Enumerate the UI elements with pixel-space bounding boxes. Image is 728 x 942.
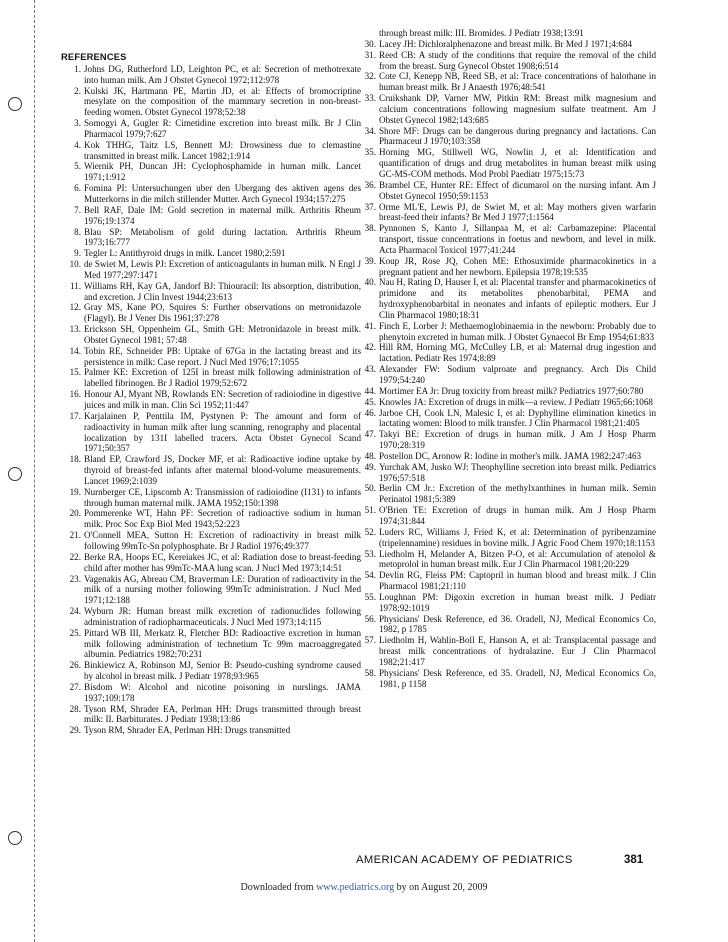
reference-number: 19. [69,486,81,497]
reference-text: Yurchak AM, Jusko WJ: Theophylline secretion into breast milk. Pediatrics 1976;57:518 [379,461,656,483]
reference-number: 13. [69,324,81,335]
reference-number: 33. [364,93,376,104]
reference-item [356,50,656,72]
reference-number: 31. [364,49,376,60]
reference-number: 42. [364,342,376,353]
reference-number: 55. [364,591,376,602]
reference-number: 27. [69,681,81,692]
reference-item [356,180,656,202]
reference-item [61,367,361,389]
reference-item [356,462,656,484]
reference-item [356,397,656,408]
reference-number: 35. [364,147,376,158]
punch-hole [8,467,22,481]
reference-text: Gray MS, Kane PO, Squires S: Further observations on metronidazole (Flagyl). Br J Vener Dis 1961;37:278 [84,302,361,324]
reference-item [356,451,656,462]
reference-number: 54. [364,570,376,581]
reference-number: 22. [69,551,81,562]
reference-item [356,321,656,343]
reference-text: Orme ML'E, Lewis PJ, de Swiet M, et al: May mothers given warfarin breast-feed their infants? Br Med J 1977;1:1564 [379,201,656,223]
reference-number: 34. [364,125,376,136]
reference-number: 29. [69,725,81,736]
reference-text: O'Connell MEA, Sutton H: Excretion of radioactivity in breast milk following 99mTc-Sn polyphosphate. Br J Radiol 1976;49:377 [84,530,361,551]
reference-text: Wiernik PH, Duncan JH: Cyclophosphamide in human milk. Lancet 1971;1:912 [84,161,361,183]
reference-item [61,205,361,227]
reference-item [61,259,361,281]
reference-number: 48. [364,450,376,461]
reference-item [61,64,361,86]
reference-text: Tobin RE, Schneider PB: Uptake of 67Ga in the lactating breast and its persistence in milk: Case report. J Nucl Med 1976;17:1055 [84,345,361,367]
reference-text: Williams RH, Kay GA, Jandorf BJ: Thiouracil: Its absorption, distribution, and excretion. J Clin Invest 1944;23:613 [84,280,361,302]
reference-number: 38. [364,223,376,234]
reference-item [61,628,361,661]
reference-text: Erickson SH, Oppenheim GL, Smith GH: Metronidazole in breast milk. Obstet Gynecol 1981; 57:48 [84,324,361,345]
reference-number: 1. [74,63,81,74]
reference-number: 4. [74,139,81,150]
download-site-link[interactable]: www.pediatrics.org [316,882,395,893]
reference-number: 14. [69,345,81,356]
reference-text: Fomina PI: Untersuchungen uber den Ubergang des aktiven agens des Mutterkorns in die milch stillender Mutter. Arch Gynecol 1934;157:275 [84,183,361,204]
reference-number: 26. [69,660,81,671]
reference-number: 6. [74,183,81,194]
reference-number: 17. [69,410,81,421]
reference-item [61,454,361,487]
reference-item [356,256,656,278]
reference-text: Brambel CE, Hunter RE: Effect of dicumarol on the nursing infant. Am J Obstet Gynecol 1950;59:1153 [379,179,656,201]
reference-text: Liedholm H, Melander A, Bitzen P-O, et al: Accumulation of atenolol & metoprolol in human breast milk. Eur J Clin Pharmacol 1981;20:229 [379,548,656,570]
reference-text: Cruikshank DP, Varner MW, Pitkin RM: Breast milk magnesium and calcium concentrations following magnesium sulfate treatment. Am J Obstet Gynecol 1982;143:685 [379,93,656,125]
reference-item [356,668,656,690]
reference-text: Alexander FW: Sodium valproate and pregnancy. Arch Dis Child 1979;54:240 [379,364,656,385]
reference-item [356,364,656,386]
reference-text: Blau SP: Metabolism of gold during lactation. Arthritis Rheum 1973;16:777 [84,226,361,248]
reference-text: Cote CJ, Kenepp NB, Reed SB, et al: Trace concentrations of halothane in human breast milk. Br J Anaesth 1976;48:541 [379,71,656,93]
reference-text: Bisdom W: Alcohol and nicotine poisoning in nurslings. JAMA 1937;109:178 [84,681,361,703]
reference-item [61,183,361,205]
reference-number: 3. [74,118,81,129]
reference-text: through breast milk: III. Bromides. J Pediatr 1938;13:91 [379,28,584,38]
reference-text: Finch E, Lorber J: Methaemoglobinaemia in the newborn: Probably due to phenytoin excreted in human milk. J Obstet Gynaecol Br Emp 1954;61:833 [379,320,656,342]
reference-item [356,223,656,256]
reference-item [61,682,361,704]
reference-text: Berke RA, Hoops EC, Kereiakes JC, et al: Radiation dose to breast-feeding child after mother has 99mTc-MAA lung scan. J Nucl Med 1973;14:51 [84,551,361,573]
reference-number: 39. [364,255,376,266]
reference-number: 30. [364,38,376,49]
download-prefix: Downloaded from [240,882,314,893]
download-suffix: by on August 20, 2009 [396,882,488,893]
reference-number: 23. [69,573,81,584]
journal-name: AMERICAN ACADEMY OF PEDIATRICS [356,854,573,866]
reference-text: Kulski JK, Hartmann PE, Martin JD, et al: Effects of bromocriptine mesylate on the composition of the mammary secretion in non-breast-feeding women. Obstet Gynecol 1978;52:38 [84,85,361,118]
reference-text: Jarboe CH, Cook LN, Malesic I, et al: Dyphylline elimination kinetics in lactating women: Blood to milk transfer. J Clin Pharmacol 1981;21:405 [379,407,656,429]
reference-item [356,429,656,451]
reference-number: 12. [69,302,81,313]
reference-number: 46. [364,407,376,418]
reference-item [61,574,361,607]
page-number: 381 [624,854,644,866]
reference-item [356,483,656,505]
reference-text: Postellon DC, Aronow R: Iodine in mother's milk. JAMA 1982;247:463 [379,450,642,461]
reference-item [356,505,656,527]
reference-text: Kok THHG, Taitz LS, Bennett MJ: Drowsiness due to clemastine transmitted in breast milk. Lancet 1982;1:914 [84,139,361,161]
reference-text: Luders RC, Williams J, Fried K, et al: Determination of pyribenzamine (tripelennamine) residues in bovine milk. J Agric Food Chem 1970;18:1153 [379,526,656,548]
reference-text: Reed CB: A study of the conditions that require the removal of the child from the breast. Surg Gynecol Obstet 1908;6:514 [379,49,656,71]
reference-number: 11. [69,280,81,291]
punch-hole [8,831,22,845]
reference-text: Pommerenke WT, Hahn PF: Secretion of radioactive sodium in human milk. Proc Soc Exp Biol Med 1943;52:223 [84,508,361,530]
reference-item [356,527,656,549]
reference-item [356,342,656,364]
reference-text: Bland EP, Crawford JS, Docker MF, et al: Radioactive iodine uptake by thyroid of breast-fed infants after maternal blood-volume measurements. Lancet 1969;2:1039 [84,454,361,486]
reference-item [356,549,656,571]
reference-number: 5. [74,161,81,172]
reference-text: Takyi BE: Excretion of drugs in human milk. J Am J Hosp Pharm 1970;28:319 [379,429,656,451]
reference-item [61,606,361,628]
reference-number: 44. [364,385,376,396]
reference-number: 45. [364,396,376,407]
reference-text: Tyson RM, Shrader EA, Perlman HH: Drugs transmitted through breast milk: II. Barbiturates. J Pediatr 1938;13:86 [84,703,361,725]
reference-list-right [356,28,656,689]
reference-text: Binkiewicz A, Robinson MJ, Senior B: Pseudo-cushing syndrome caused by alcohol in breast milk. J Pediatr 1978;93:965 [84,660,361,682]
reference-item [356,592,656,614]
reference-item [61,86,361,119]
reference-number: 8. [74,226,81,237]
reference-item [356,408,656,430]
reference-number: 43. [364,364,376,375]
reference-number: 15. [69,367,81,378]
reference-item [61,324,361,346]
reference-number: 9. [74,248,81,259]
reference-item [61,346,361,368]
reference-text: Nurnberger CE, Lipscomb A: Transmission of radioiodine (I131) to infants through human maternal milk. JAMA 1952;150:1398 [84,486,361,508]
reference-number: 16. [69,389,81,400]
reference-number: 2. [74,85,81,96]
reference-text: Tyson RM, Shrader EA, Perlman HH: Drugs transmitted [84,725,291,736]
reference-text: Karjalainen P, Penttila IM, Pystynen P: The amount and form of radioactivity in human milk after lung scanning, renography and placental localization by 131I labelled tracers. Acta Obstet Gynecol Scand 1971;50:357 [84,410,361,454]
reference-item [356,386,656,397]
reference-item [356,71,656,93]
reference-item [61,725,361,736]
download-notice [0,882,728,893]
references-right-column [356,28,656,689]
reference-text: Hill RM, Horning MG, McCulley LB, et al: Maternal drug ingestion and lactation. Pediatr Res 1974;8:89 [379,342,656,364]
reference-number: 58. [364,667,376,678]
reference-item [61,140,361,162]
reference-number: 36. [364,179,376,190]
reference-text: Tegler L: Antithyroid drugs in milk. Lancet 1980;2:591 [84,248,286,259]
reference-number: 24. [69,606,81,617]
reference-text: Wyburn JR: Human breast milk excretion of radionuclides following administration of radiopharmaceuticals. J Nucl Med 1973;14:115 [84,606,361,627]
reference-text: Physicians' Desk Reference, ed 36. Oradell, NJ, Medical Economics Co, 1982, p 1785 [379,613,656,635]
reference-text: O'Brien TE: Excretion of drugs in human milk. Am J Hosp Pharm 1974;31:844 [379,505,656,526]
reference-number: 51. [364,505,376,516]
reference-text: Shore MF: Drugs can be dangerous during pregnancy and lactations. Can Pharmaceut J 1970;103:358 [379,125,656,147]
reference-text: Honour AJ, Myant NB, Rowlands EN: Secretion of radioiodine in digestive juices and milk in man. Clin Sci 1952;11:447 [84,389,361,410]
references-heading: REFERENCES [61,52,127,62]
reference-item [356,202,656,224]
punch-hole [8,97,22,111]
reference-item [356,39,656,50]
reference-number: 18. [69,454,81,465]
reference-number: 25. [69,627,81,638]
reference-text: Liedholm H, Wahlin-Boll E, Hanson A, et al: Transplacental passage and breast milk concentrations of hydralazine. Eur J Clin Pharmacol 1982;21:417 [379,635,656,667]
reference-number: 20. [69,508,81,519]
reference-item [61,660,361,682]
perforation-line [34,0,35,942]
reference-text: Bell RAF, Dale IM: Gold secretion in maternal milk. Arthritis Rheum 1976;19:1374 [84,204,361,226]
reference-list-left [61,64,361,736]
reference-number: 7. [74,204,81,215]
reference-number: 37. [364,201,376,212]
reference-text: Horning MG, Stillwell WG, Nowlin J, et al: Identification and quantification of drugs and drug metabolites in human breast milk using GC-MS-COM methods. Mod Probl Paediatr 1975;15:73 [379,147,656,179]
reference-text: de Swiet M, Lewis PJ: Excretion of anticoagulants in human milk. N Engl J Med 1977;297:1471 [84,259,361,280]
reference-text: Physicians' Desk Reference, ed 35. Oradell, NJ, Medical Economics Co, 1981, p 1158 [379,667,656,689]
reference-text: Johns DG, Rutherford LD, Leighton PC, et al: Secretion of methotrexate into human milk. Am J Obstet Gynecol 1972;112:978 [84,63,361,85]
reference-number: 40. [364,277,376,288]
reference-item [61,389,361,411]
reference-text: Palmer KE: Excretion of 125I in breast milk following administration of labelled fibrinogen. Br J Radiol 1979;52:672 [84,367,361,389]
reference-item [356,28,656,39]
reference-number: 52. [364,526,376,537]
reference-number: 28. [69,703,81,714]
reference-item [356,147,656,180]
reference-text: Loughnan PM: Digoxin excretion in human breast milk. J Pediatr 1978;92:1019 [379,591,656,613]
reference-number: 56. [364,613,376,624]
reference-item [61,552,361,574]
reference-number: 32. [364,71,376,82]
reference-number: 53. [364,548,376,559]
reference-item [61,161,361,183]
reference-item [61,281,361,303]
reference-text: Knowles JA: Excretion of drugs in milk—a review. J Pediatr 1965;66:1068 [379,396,653,407]
reference-item [61,411,361,454]
reference-item [356,93,656,126]
reference-text: Devlin RG, Fleiss PM: Captopril in human blood and breast milk. J Clin Pharmacol 1981;21:110 [379,570,656,592]
reference-item [61,508,361,530]
reference-number: 47. [364,429,376,440]
reference-number: 21. [69,530,81,541]
reference-item [61,487,361,509]
reference-item [356,570,656,592]
reference-number: 10. [69,259,81,270]
reference-number: 57. [364,635,376,646]
references-left-column [61,52,361,736]
reference-text: Lacey JH: Dichloralphenazone and breast milk. Br Med J 1971;4:684 [379,38,633,49]
reference-text: Koup JR, Rose JQ, Cohen ME: Ethosuximide pharmacokinetics in a pregnant patient and her newborn. Epilepsia 1978;19:535 [379,255,656,277]
reference-item [61,248,361,259]
reference-item [61,302,361,324]
reference-text: Vagenakis AG, Abreau CM, Braverman LE: Duration of radioactivity in the milk of a nursing mother following 99mTc administration. J Nucl Med 1971;12:188 [84,573,361,606]
reference-text: Somogyi A, Gugler R: Cimetidine excretion into breast milk. Br J Clin Pharmacol 1979;7:627 [84,118,361,139]
reference-item [356,614,656,636]
reference-item [61,118,361,140]
reference-number: 50. [364,483,376,494]
reference-item [61,530,361,552]
reference-item [356,277,656,320]
reference-item [61,227,361,249]
reference-number: 41. [364,320,376,331]
reference-item [61,704,361,726]
reference-item [356,635,656,668]
reference-number: 49. [364,461,376,472]
reference-text: Pittard WB III, Merkatz R, Fletcher BD: Radioactive excretion in human milk following administration of technetium Tc 99m macroaggregated albumin. Pediatrics 1982;70:231 [84,627,361,660]
reference-text: Pynnonen S, Kanto J, Sillanpaa M, et al: Carbamazepine: Placental transport, tissue concentrations in foetus and newborn, and level in milk. Acta Pharmacol Toxicol 1977;41:244 [379,223,656,255]
reference-item [356,126,656,148]
reference-text: Mortimer EA Jr: Drug toxicity from breast milk? Pediatrics 1977;60:780 [379,385,644,396]
reference-text: Berlin CM Jr.: Excretion of the methylxanthines in human milk. Semin Perinatol 1981;5:389 [379,483,656,505]
reference-text: Nau H, Rating D, Hauser I, et al: Placental transfer and pharmacokinetics of primidone and its metabolites phenobarbital, PEMA and hydroxyphenobarbital in neonates and infants of epileptic mothers. Eur J Clin Pharmacol 1980;18:31 [379,277,657,320]
